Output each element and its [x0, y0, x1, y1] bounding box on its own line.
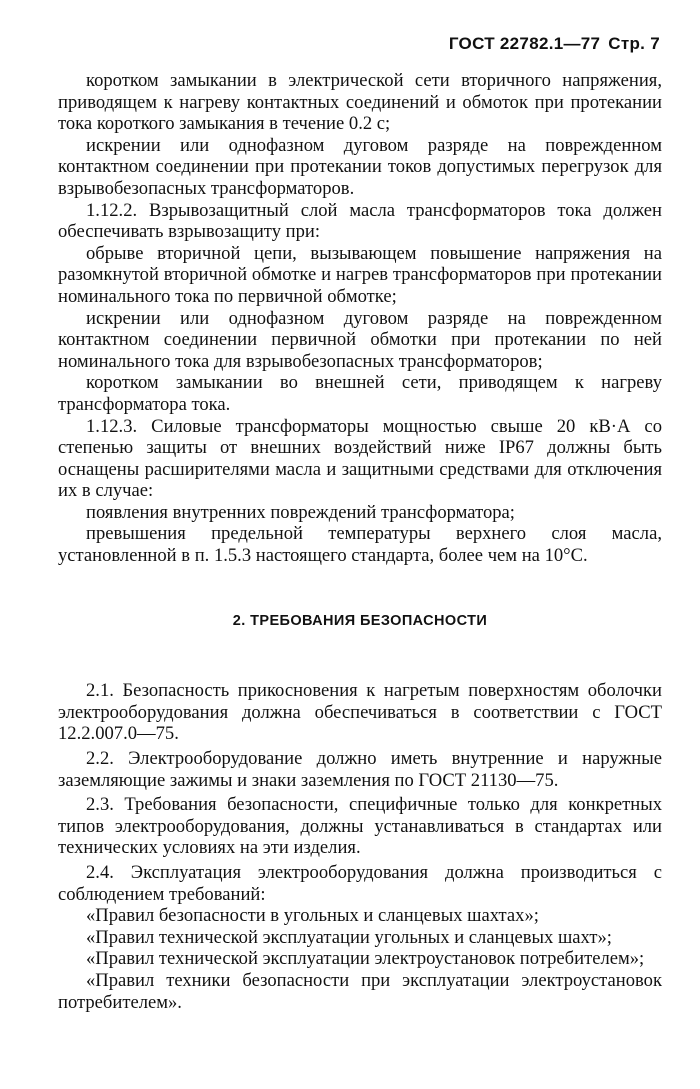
standard-number: ГОСТ 22782.1—77 — [448, 34, 601, 53]
section-title: 2. ТРЕБОВАНИЯ БЕЗОПАСНОСТИ — [232, 612, 488, 629]
paragraph: обрыве вторичной цепи, вызывающем повышение напряжения на разомкнутой вторичной обмотке и нагрев трансформаторов при протекании номинального тока по первичной обмотке; — [58, 242, 662, 307]
page-number: Стр. 7 — [608, 34, 660, 53]
list-item: «Правил технической эксплуатации угольных и сланцевых шахт»; — [86, 926, 612, 948]
clause-2-2: 2.2. Электрооборудование должно иметь внутренние и наружные заземляющие зажимы и знаки заземления по ГОСТ 21130—75. — [58, 748, 662, 791]
list-item: «Правил безопасности в угольных и сланцевых шахтах»; — [86, 905, 539, 927]
paragraph: превышения предельной температуры верхнего слоя масла, установленной в п. 1.5.3 настоящего стандарта, более чем на 10°С. — [58, 523, 662, 567]
page-header — [449, 34, 660, 54]
document-body — [58, 70, 662, 1013]
paragraph: появления внутренних повреждений трансформатора; — [86, 501, 515, 523]
clause-2-3: 2.3. Требования безопасности, специфичные только для конкретных типов электрооборудования, должны устанавливаться в стандартах или технических условиях на эти изделия. — [58, 794, 662, 859]
clause-2-4: 2.4. Эксплуатация электрооборудования должна производиться с соблюдением требований: — [58, 862, 662, 905]
paragraph: искрении или однофазном дуговом разряде на поврежденном контактном соединении первичной обмотки при протекании по ней номинального тока для взрывобезопасных трансформаторов; — [58, 307, 662, 372]
list-item: «Правил технической эксплуатации электроустановок потребителем»; — [86, 948, 645, 970]
paragraph: искрении или однофазном дуговом разряде на поврежденном контактном соединении при протекании токов допустимых перегрузок для взрывобезопасных трансформаторов. — [58, 134, 662, 199]
paragraph: коротком замыкании во внешней сети, приводящем к нагреву трансформатора тока. — [58, 372, 662, 415]
clause-1-12-2: 1.12.2. Взрывозащитный слой масла трансформаторов тока должен обеспечивать взрывозащиту при: — [58, 199, 662, 243]
list-item: «Правил техники безопасности при эксплуатации электроустановок потребителем». — [58, 969, 662, 1013]
clause-1-12-3: 1.12.3. Силовые трансформаторы мощностью свыше 20 кВ·А со степенью защиты от внешних воздействий ниже IP67 должны быть оснащены расширителями масла и защитными средствами для отключения их в случае: — [58, 415, 662, 502]
paragraph: коротком замыкании в электрической сети вторичного напряжения, приводящем к нагреву контактных соединений и обмоток при протекании тока короткого замыкания в течение 0.2 с; — [58, 70, 662, 135]
clause-2-1: 2.1. Безопасность прикосновения к нагретым поверхностям оболочки электрооборудования должна обеспечиваться в соответствии с ГОСТ 12.2.007.0—75. — [58, 680, 662, 745]
